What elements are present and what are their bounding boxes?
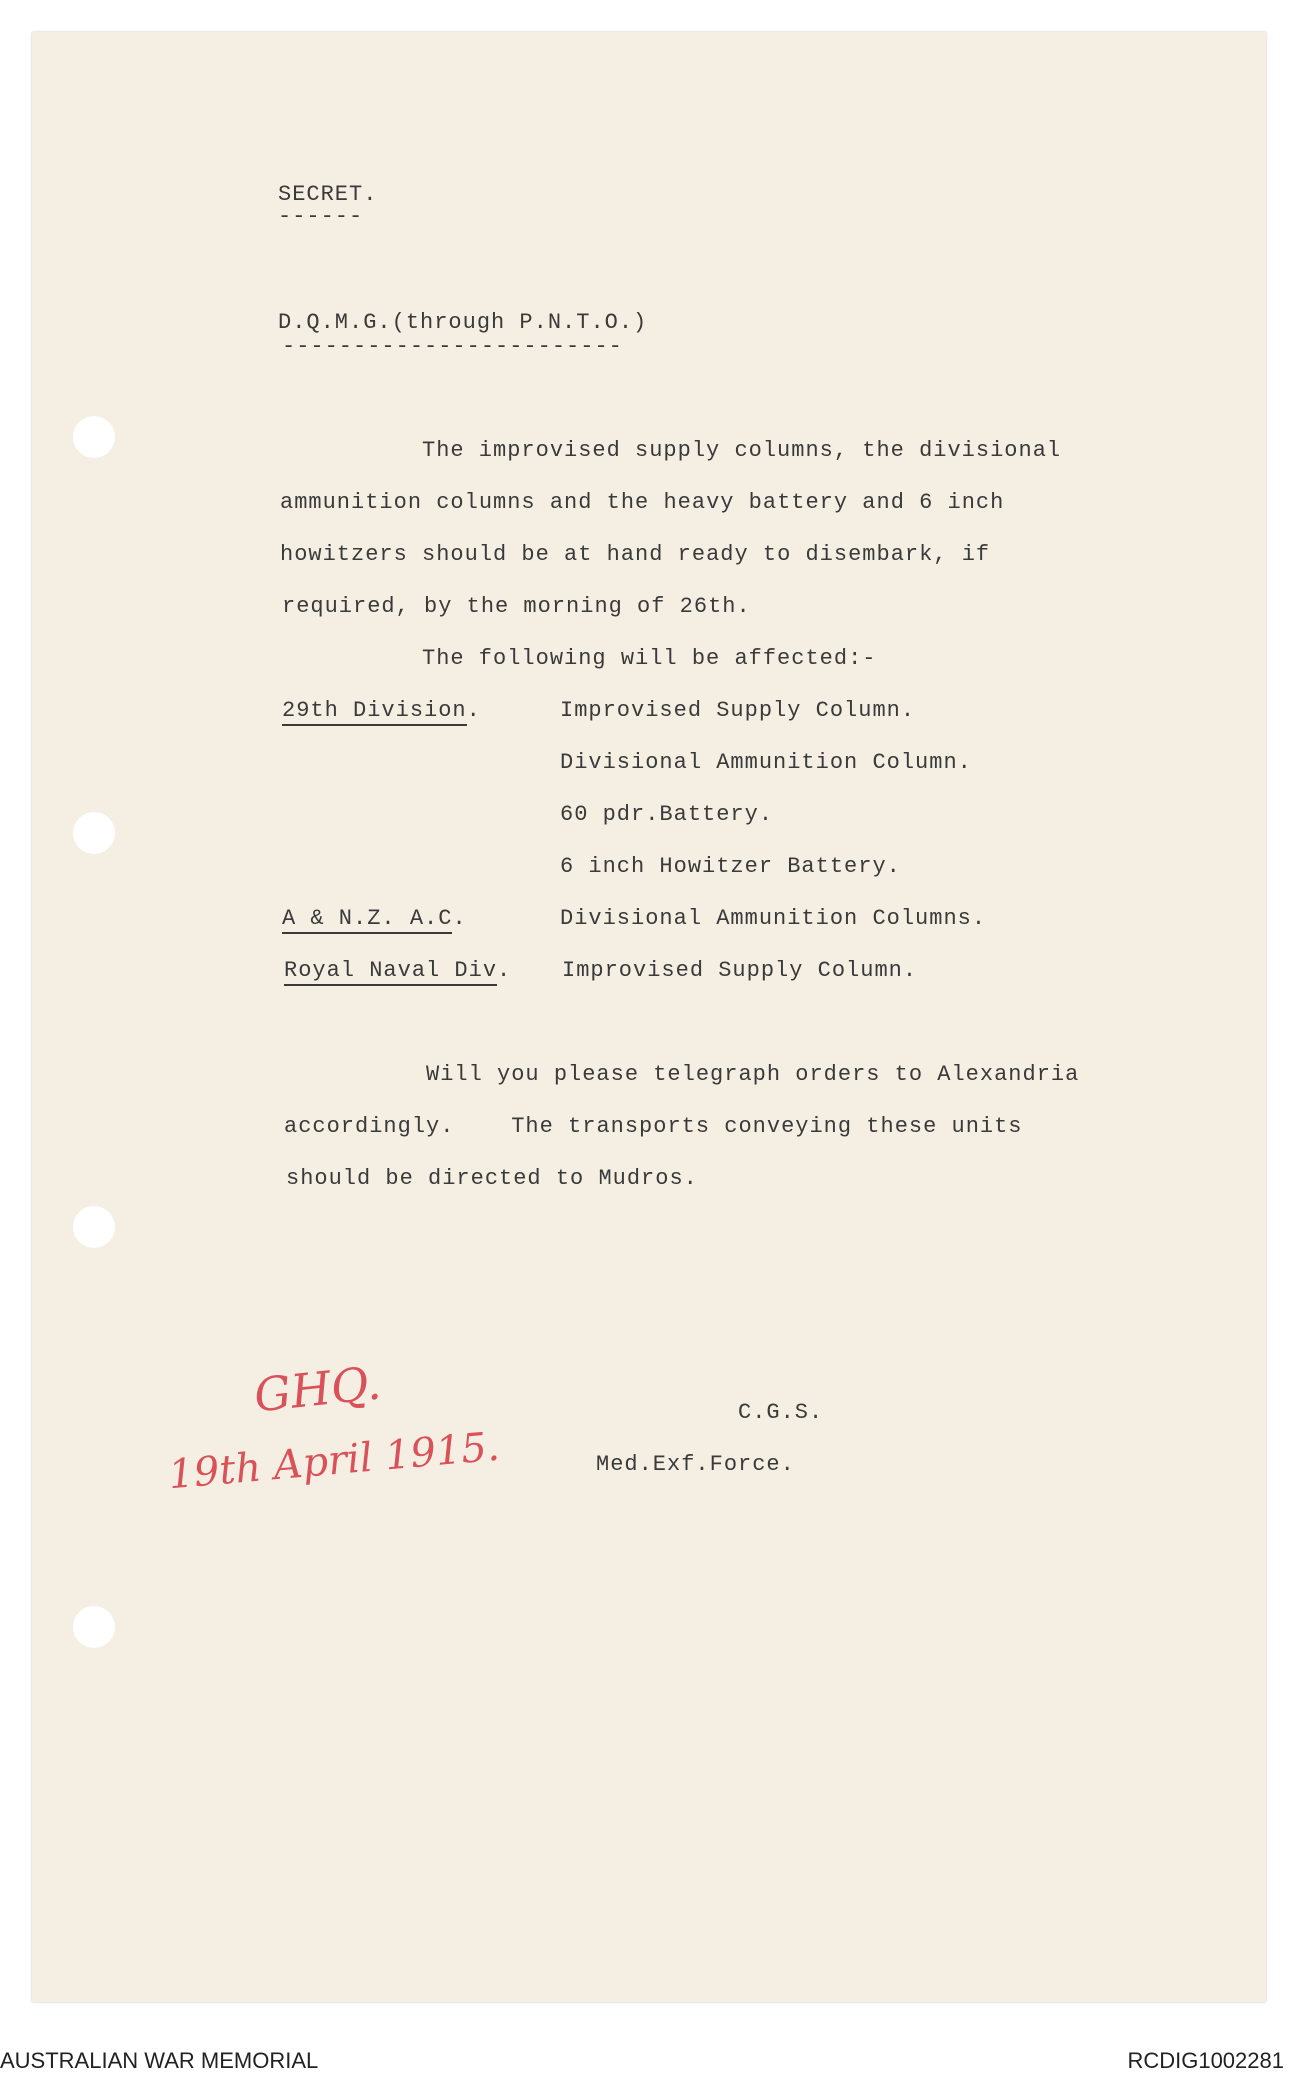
unit-formation (282, 698, 481, 723)
paragraph1-line: required, by the morning of 26th. (282, 594, 751, 619)
unit-item: Divisional Ammunition Columns. (560, 906, 987, 931)
paragraph2-line: should be directed to Mudros. (286, 1166, 698, 1191)
addressee-rule: ------------------------ (282, 334, 623, 359)
paragraph1-line: ammunition columns and the heavy battery and 6 inch (280, 490, 1005, 515)
footer-right-label: RCDIG1002281 (1127, 2048, 1284, 2073)
signature-force: Med.Exf.Force. (596, 1452, 795, 1477)
footer-left-label: AUSTRALIAN WAR MEMORIAL (0, 2048, 319, 2073)
document-page (32, 32, 1266, 2002)
paragraph1-line: howitzers should be at hand ready to disembark, if (280, 542, 991, 567)
handwritten-ghq: GHQ. (251, 1355, 384, 1423)
handwritten-date: 19th April 1915. (166, 1423, 502, 1499)
punch-hole (73, 1606, 115, 1648)
classification-heading: SECRET. (278, 182, 378, 207)
unit-item: 6 inch Howitzer Battery. (560, 854, 901, 879)
formation-name: A & N.Z. A.C (282, 906, 452, 934)
signature-cgs: C.G.S. (738, 1400, 824, 1425)
unit-item: Divisional Ammunition Column. (560, 750, 972, 775)
punch-hole (73, 812, 115, 854)
following-intro: The following will be affected:- (422, 646, 877, 671)
classification-rule: ------ (278, 204, 364, 229)
punch-hole (73, 1206, 115, 1248)
unit-formation (284, 958, 511, 983)
unit-formation (282, 906, 467, 931)
paragraph2-line: Will you please telegraph orders to Alexandria (426, 1062, 1080, 1087)
formation-name: Royal Naval Div (284, 958, 497, 986)
formation-suffix: . (452, 906, 467, 931)
paragraph2-line: accordingly. The transports conveying these units (284, 1114, 1023, 1139)
unit-item: Improvised Supply Column. (562, 958, 918, 983)
punch-hole (73, 416, 115, 458)
unit-item: Improvised Supply Column. (560, 698, 916, 723)
formation-suffix: . (497, 958, 512, 983)
formation-name: 29th Division (282, 698, 467, 726)
addressee: D.Q.M.G.(through P.N.T.O.) (278, 310, 648, 335)
paragraph1-line: The improvised supply columns, the divisional (422, 438, 1062, 463)
unit-item: 60 pdr.Battery. (560, 802, 774, 827)
formation-suffix: . (466, 698, 481, 723)
